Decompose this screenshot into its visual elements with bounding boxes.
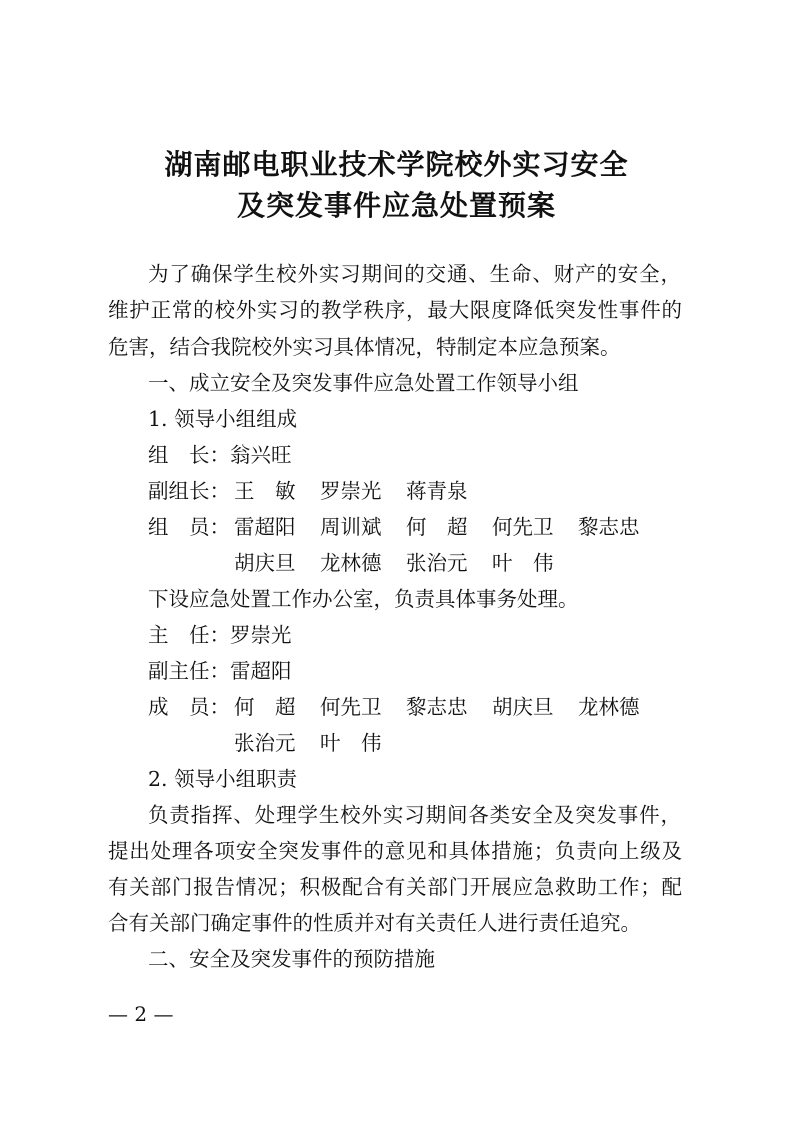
office-member-name: 何 超 [234,695,296,719]
duties-line-2: 提出处理各项安全突发事件的意见和具体措施；负责向上级及 [108,839,682,863]
member-name: 叶 伟 [492,551,554,575]
duties-line-1: 负责指挥、处理学生校外实习期间各类安全及突发事件， [148,803,681,827]
leader-row [148,443,292,467]
member-name: 何先卫 [492,515,554,539]
office-member-name: 黎志忠 [406,695,468,719]
vice-director-label: 副主任： [148,659,230,683]
deputy-name-3: 蒋青泉 [406,479,468,503]
members-row-1 [148,515,648,539]
deputy-name-1: 王 敏 [234,479,296,503]
member-name: 张治元 [406,551,468,575]
director-row [148,623,292,647]
office-members-label: 成 员： [148,695,230,719]
office-note: 下设应急处置工作办公室，负责具体事务处理。 [148,587,579,611]
intro-line-2: 维护正常的校外实习的教学秩序，最大限度降低突发性事件的 [108,298,682,322]
intro-line-1: 为了确保学生校外实习期间的交通、生命、财产的安全， [148,262,681,286]
office-member-name: 胡庆旦 [492,695,554,719]
office-member-name: 叶 伟 [320,731,382,755]
duties-line-4: 合有关部门确定事件的性质并对有关责任人进行责任追究。 [108,911,641,935]
page-number: — 2 — [108,1002,174,1026]
member-name: 胡庆旦 [234,551,296,575]
deputy-label: 副组长： [148,479,230,503]
leader-name: 翁兴旺 [230,443,292,467]
member-name: 龙林德 [320,551,382,575]
section-2-heading: 二、安全及突发事件的预防措施 [148,947,435,971]
member-name: 黎志忠 [578,515,640,539]
office-member-name: 何先卫 [320,695,382,719]
office-member-name: 龙林德 [578,695,640,719]
section-1-heading: 一、成立安全及突发事件应急处置工作领导小组 [148,371,579,395]
subsection-2-heading: 2. 领导小组职责 [148,767,298,791]
director-name: 罗崇光 [230,623,292,647]
duties-line-3: 有关部门报告情况；积极配合有关部门开展应急救助工作；配 [108,875,682,899]
vice-director-name: 雷超阳 [230,659,292,683]
document-title-line-1: 湖南邮电职业技术学院校外实习安全 [164,148,629,181]
deputy-name-2: 罗崇光 [320,479,382,503]
office-members-row-1 [148,695,648,719]
leader-label: 组 长： [148,443,230,467]
member-name: 何 超 [406,515,468,539]
subsection-1-heading: 1. 领导小组组成 [148,407,298,431]
intro-line-3: 危害，结合我院校外实习具体情况，特制定本应急预案。 [108,335,621,359]
member-name: 周训斌 [320,515,382,539]
office-member-name: 张治元 [234,731,296,755]
deputy-row [148,479,468,503]
vice-director-row [148,659,292,683]
director-label: 主 任： [148,623,230,647]
member-name: 雷超阳 [234,515,296,539]
members-label: 组 员： [148,515,230,539]
document-title-line-2: 及突发事件应急处置预案 [236,189,556,222]
